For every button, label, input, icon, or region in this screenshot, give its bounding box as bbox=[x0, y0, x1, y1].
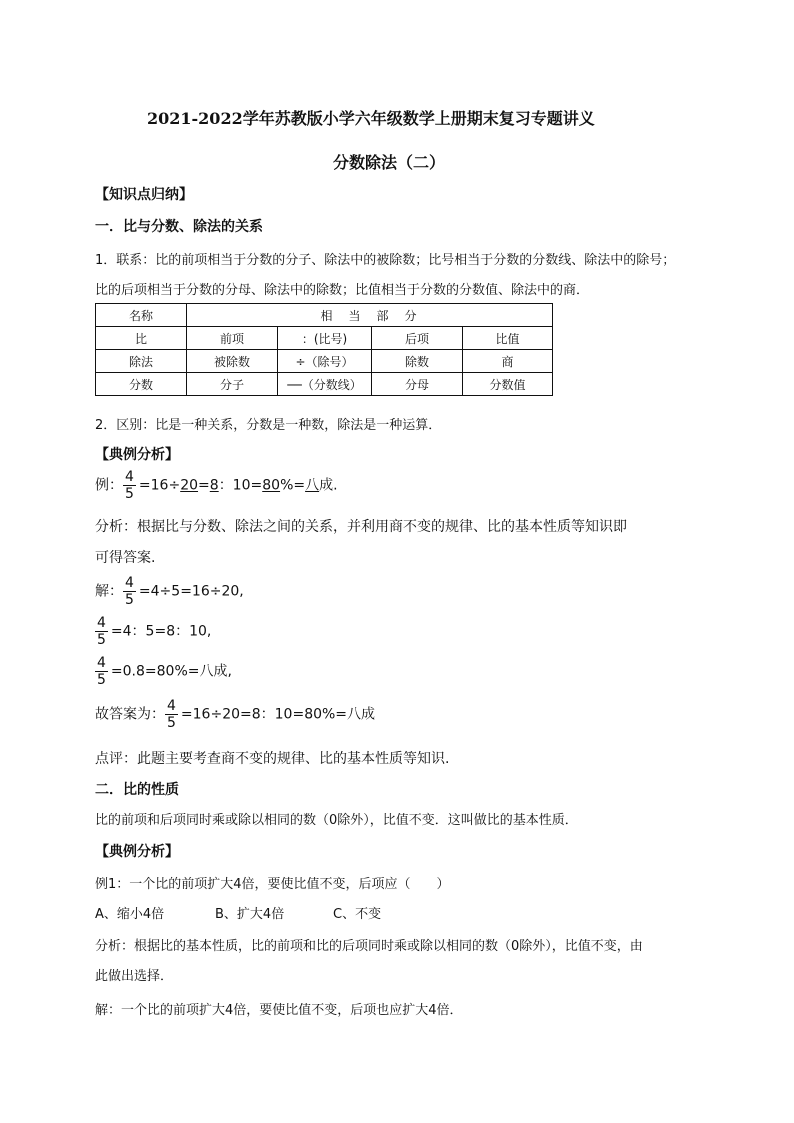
example-text: =16÷ bbox=[138, 477, 181, 494]
answer-line bbox=[95, 698, 375, 731]
answer-blank: 20 bbox=[180, 477, 199, 494]
fraction bbox=[165, 698, 178, 731]
solution-line2 bbox=[95, 615, 211, 648]
section2-text: 比的前项和后项同时乘或除以相同的数（0除外），比值不变．这叫做比的基本性质． bbox=[95, 813, 578, 828]
example1-heading: 【典例分析】 bbox=[95, 447, 179, 463]
answer-blank: 80 bbox=[262, 477, 281, 494]
table-row bbox=[96, 373, 553, 396]
example-text: %= bbox=[280, 477, 306, 494]
table-row bbox=[96, 327, 553, 350]
fraction-numerator: 4 bbox=[167, 698, 176, 714]
solution-line3 bbox=[95, 655, 232, 688]
example2-heading: 【典例分析】 bbox=[95, 844, 179, 860]
table-header-cell: 相 当 部 分 bbox=[187, 304, 553, 327]
solution-line1 bbox=[95, 575, 244, 608]
table-cell: 除数 bbox=[372, 350, 463, 373]
comment-line: 点评：此题主要考查商不变的规律、比的基本性质等知识. bbox=[95, 751, 450, 767]
table-cell: 分母 bbox=[372, 373, 463, 396]
solution-text: =0.8=80%=八成, bbox=[110, 663, 232, 680]
fraction-numerator: 4 bbox=[125, 575, 134, 591]
answer-text: =16÷20=8：10=80%=八成 bbox=[180, 706, 376, 723]
example2-solution: 解：一个比的前项扩大4倍，要使比值不变，后项也应扩大4倍． bbox=[95, 1003, 463, 1018]
example2-analysis-line1: 分析：根据比的基本性质，比的前项和比的后项同时乘或除以相同的数（0除外），比值不变，由 bbox=[95, 939, 643, 954]
solution-text: =4：5=8：10, bbox=[110, 623, 212, 640]
fraction bbox=[95, 655, 108, 688]
example-prefix: 例： bbox=[95, 477, 123, 494]
table-cell: 除法 bbox=[96, 350, 187, 373]
table-cell: ÷（除号） bbox=[278, 350, 372, 373]
fraction-numerator: 4 bbox=[97, 655, 106, 671]
example-text: = bbox=[198, 477, 210, 494]
example2-analysis-line2: 此做出选择． bbox=[95, 969, 174, 984]
fraction bbox=[95, 615, 108, 648]
analysis-line2: 可得答案. bbox=[95, 550, 156, 566]
fraction bbox=[123, 575, 136, 608]
solution-prefix: 解： bbox=[95, 583, 123, 600]
answer-prefix: 故答案为： bbox=[95, 706, 165, 723]
table-cell: ──（分数线） bbox=[278, 373, 372, 396]
table-cell: 比 bbox=[96, 327, 187, 350]
fraction-denominator: 5 bbox=[167, 715, 176, 731]
document-title: 2021-2022学年苏教版小学六年级数学上册期末复习专题讲义 bbox=[147, 109, 595, 128]
solution-text: =4÷5=16÷20, bbox=[138, 583, 244, 600]
fraction-denominator: 5 bbox=[97, 672, 106, 688]
example-text: 成. bbox=[319, 477, 338, 494]
analysis-line1: 分析：根据比与分数、除法之间的关系，并利用商不变的规律、比的基本性质等知识即 bbox=[95, 519, 627, 535]
relation-table bbox=[95, 303, 553, 396]
table-cell: 分数 bbox=[96, 373, 187, 396]
fraction-numerator: 4 bbox=[97, 615, 106, 631]
answer-blank: 8 bbox=[209, 477, 219, 494]
table-cell: 后项 bbox=[372, 327, 463, 350]
example2-question: 例1：一个比的前项扩大4倍，要使比值不变，后项应（ ） bbox=[95, 877, 450, 892]
fraction-denominator: 5 bbox=[97, 632, 106, 648]
section1-title: 一．比与分数、除法的关系 bbox=[95, 219, 263, 235]
answer-blank: 八 bbox=[305, 477, 320, 494]
example1-line bbox=[95, 469, 338, 502]
knowledge-heading: 【知识点归纳】 bbox=[95, 187, 193, 203]
section2-title: 二．比的性质 bbox=[95, 782, 179, 798]
table-cell: 比值 bbox=[463, 327, 553, 350]
table-cell: ：(比号) bbox=[278, 327, 372, 350]
table-cell: 被除数 bbox=[187, 350, 278, 373]
table-cell: 分子 bbox=[187, 373, 278, 396]
table-row bbox=[96, 350, 553, 373]
document-subtitle: 分数除法（二） bbox=[333, 153, 446, 172]
table-header-row bbox=[96, 304, 553, 327]
fraction-numerator: 4 bbox=[125, 469, 134, 485]
option-a: A、缩小4倍 bbox=[95, 907, 165, 922]
table-header-cell: 名称 bbox=[96, 304, 187, 327]
table-cell: 分数值 bbox=[463, 373, 553, 396]
fraction-denominator: 5 bbox=[125, 592, 134, 608]
table-cell: 前项 bbox=[187, 327, 278, 350]
point2-text: 2．区别：比是一种关系，分数是一种数，除法是一种运算． bbox=[95, 418, 442, 433]
fraction-denominator: 5 bbox=[125, 486, 134, 502]
example-text: ：10= bbox=[218, 477, 263, 494]
point1-line2: 比的后项相当于分数的分母、除法中的除数；比值相当于分数的分数值、除法中的商． bbox=[95, 283, 590, 298]
table-cell: 商 bbox=[463, 350, 553, 373]
point1-line1: 1．联系：比的前项相当于分数的分子、除法中的被除数；比号相当于分数的分数线、除法中的除号； bbox=[95, 253, 676, 268]
option-b: B、扩大4倍 bbox=[215, 907, 285, 922]
option-c: C、不变 bbox=[333, 907, 382, 922]
fraction bbox=[123, 469, 136, 502]
